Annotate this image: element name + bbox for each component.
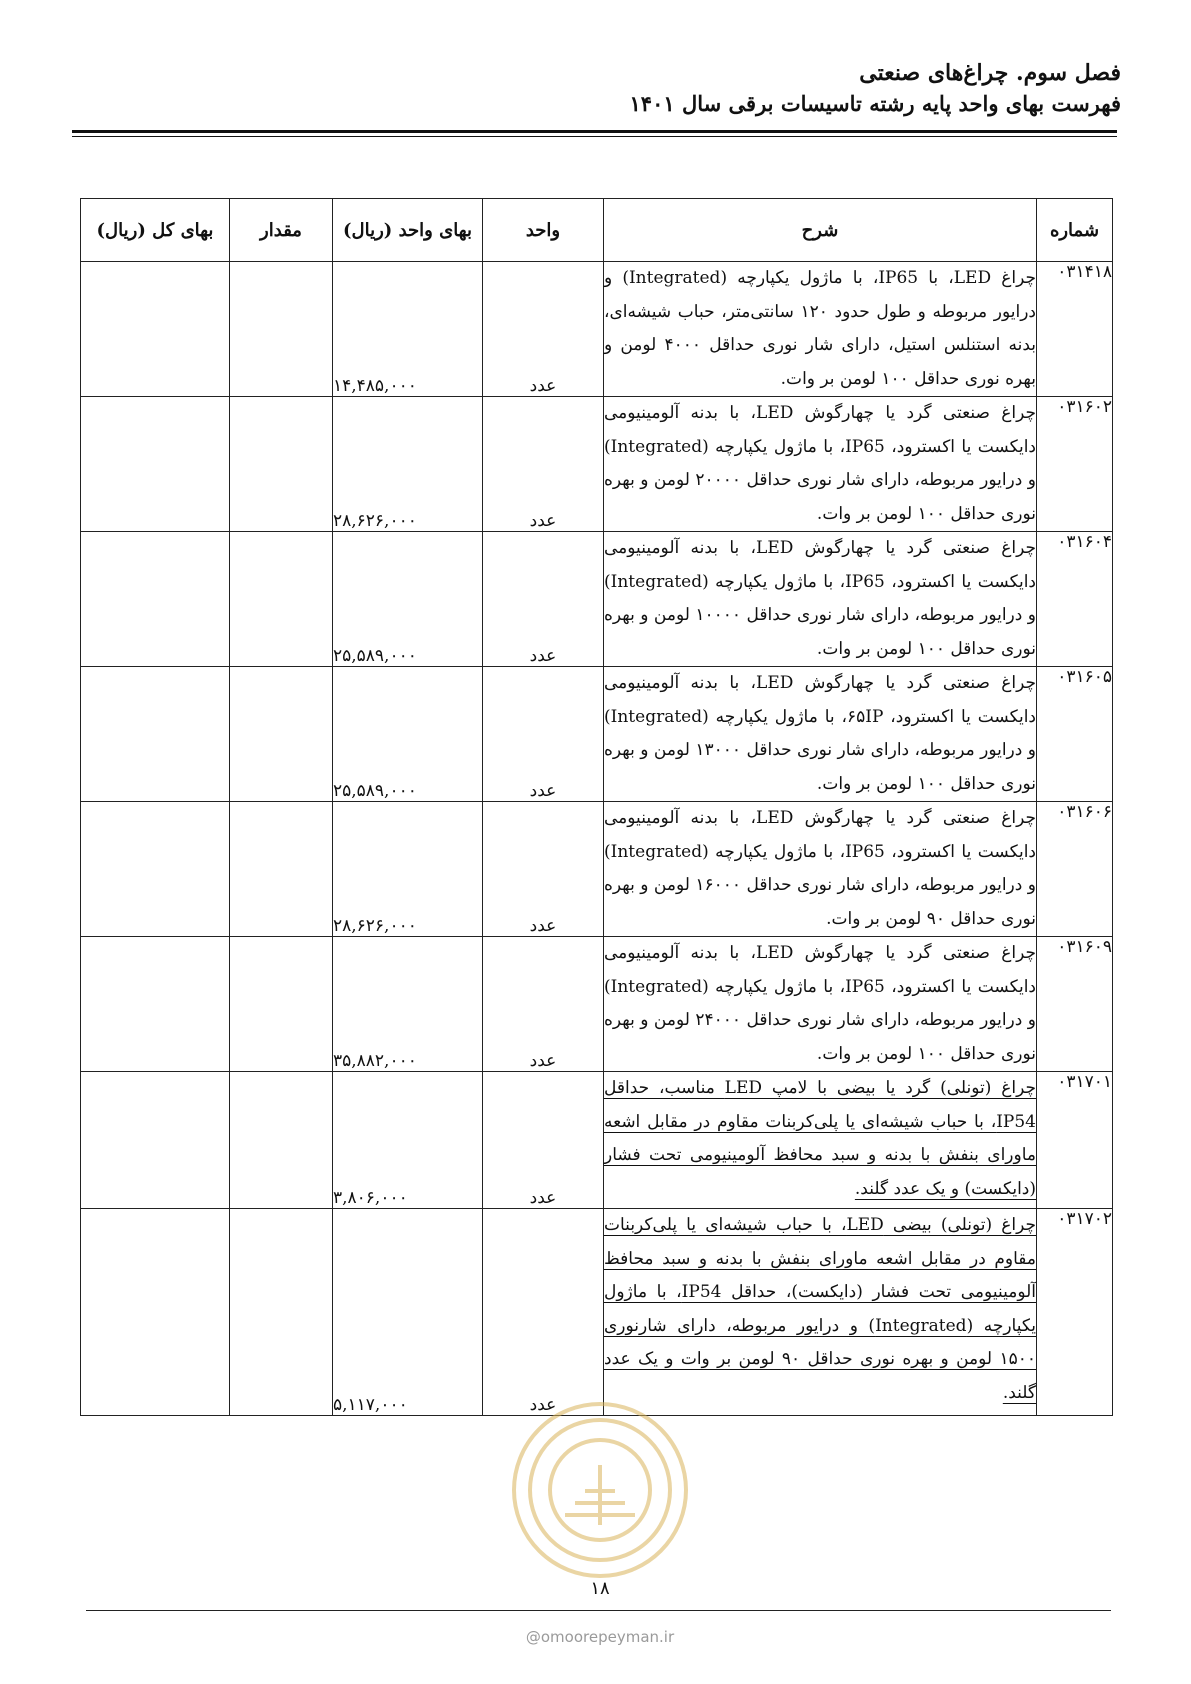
row-unit-price: ۳,۸۰۶,۰۰۰ xyxy=(333,1072,483,1209)
col-header-unit: واحد xyxy=(483,199,604,262)
col-header-code: شماره xyxy=(1037,199,1113,262)
col-header-total: بهای کل (ریال) xyxy=(81,199,230,262)
document-subtitle: فهرست بهای واحد پایه رشته تاسیسات برقی سال ۱۴۰۱ xyxy=(629,91,1121,116)
row-unit: عدد xyxy=(483,667,604,802)
row-total[interactable] xyxy=(81,667,230,802)
row-unit: عدد xyxy=(483,802,604,937)
table-row xyxy=(81,397,1113,532)
page-number: ۱۸ xyxy=(590,1578,610,1599)
watermark-seal-icon xyxy=(505,1395,695,1585)
row-quantity[interactable] xyxy=(230,262,333,397)
col-header-unit-price: بهای واحد (ریال) xyxy=(333,199,483,262)
row-total[interactable] xyxy=(81,1209,230,1416)
header-rule-thin xyxy=(72,136,1117,137)
row-unit-price: ۲۸,۶۲۶,۰۰۰ xyxy=(333,397,483,532)
table-row xyxy=(81,1209,1113,1416)
row-quantity[interactable] xyxy=(230,937,333,1072)
row-quantity[interactable] xyxy=(230,802,333,937)
row-description: چراغ صنعتی گرد یا چهارگوش LED، با بدنه آلومینیومی دایکست یا اکسترود، IP65، با ماژول یکپارچه (Integrated) و درایور مربوطه، دارای شار نوری حداقل ۱۶۰۰۰ لومن و بهره نوری حداقل ۹۰ لومن بر وات. xyxy=(604,808,1036,929)
row-total[interactable] xyxy=(81,262,230,397)
table-header-row xyxy=(81,199,1113,262)
row-unit-price: ۲۵,۵۸۹,۰۰۰ xyxy=(333,667,483,802)
row-quantity[interactable] xyxy=(230,1209,333,1416)
row-total[interactable] xyxy=(81,532,230,667)
row-code: ۰۳۱۶۰۵ xyxy=(1037,667,1113,802)
row-unit: عدد xyxy=(483,1209,604,1416)
row-unit: عدد xyxy=(483,532,604,667)
row-code: ۰۳۱۶۰۹ xyxy=(1037,937,1113,1072)
row-description-cell xyxy=(604,532,1037,667)
row-description-cell xyxy=(604,397,1037,532)
row-quantity[interactable] xyxy=(230,1072,333,1209)
row-unit: عدد xyxy=(483,397,604,532)
row-description: چراغ (تونلی) گرد یا بیضی با لامپ LED مناسب، حداقل IP54، با حباب شیشه‌ای یا پلی‌کربنات مقاوم در مقابل اشعه ماورای بنفش با بدنه و سبد محافظ آلومینیومی تحت فشار (دایکست) و یک عدد گلند. xyxy=(604,1078,1036,1199)
row-unit-price: ۲۸,۶۲۶,۰۰۰ xyxy=(333,802,483,937)
row-description: چراغ صنعتی گرد یا چهارگوش LED، با بدنه آلومینیومی دایکست یا اکسترود، IP65، با ماژول یکپارچه (Integrated) و درایور مربوطه، دارای شار نوری حداقل ۱۰۰۰۰ لومن و بهره نوری حداقل ۱۰۰ لومن بر وات. xyxy=(604,538,1036,659)
row-code: ۰۳۱۴۱۸ xyxy=(1037,262,1113,397)
row-description: چراغ صنعتی گرد یا چهارگوش LED، با بدنه آلومینیومی دایکست یا اکسترود، ۶۵IP، با ماژول یکپارچه (Integrated) و درایور مربوطه، دارای شار نوری حداقل ۱۳۰۰۰ لومن و بهره نوری حداقل ۱۰۰ لومن بر وات. xyxy=(604,673,1037,794)
row-code: ۰۳۱۷۰۱ xyxy=(1037,1072,1113,1209)
seal-grid-mark xyxy=(565,1465,635,1525)
row-unit-price: ۳۵,۸۸۲,۰۰۰ xyxy=(333,937,483,1072)
chapter-title: فصل سوم. چراغ‌های صنعتی xyxy=(859,60,1121,86)
table-row xyxy=(81,937,1113,1072)
row-total[interactable] xyxy=(81,397,230,532)
row-code: ۰۳۱۶۰۲ xyxy=(1037,397,1113,532)
row-description-cell xyxy=(604,667,1037,802)
row-unit-price: ۱۴,۴۸۵,۰۰۰ xyxy=(333,262,483,397)
row-unit: عدد xyxy=(483,1072,604,1209)
row-description: چراغ (تونلی) بیضی LED، با حباب شیشه‌ای یا پلی‌کربنات مقاوم در مقابل اشعه ماورای بنفش با بدنه و سبد محافظ آلومینیومی تحت فشار (دایکست)، حداقل IP54، با ماژول یکپارچه (Integrated) و درایور مربوطه، دارای شارنوری ۱۵۰۰ لومن و بهره نوری حداقل ۹۰ لومن بر وات و یک عدد گلند. xyxy=(604,1215,1037,1403)
row-description-cell xyxy=(604,1209,1037,1416)
row-description-cell xyxy=(604,1072,1037,1209)
row-total[interactable] xyxy=(81,1072,230,1209)
row-code: ۰۳۱۶۰۶ xyxy=(1037,802,1113,937)
page-header xyxy=(61,58,1121,120)
row-unit-price: ۲۵,۵۸۹,۰۰۰ xyxy=(333,532,483,667)
row-description-cell xyxy=(604,262,1037,397)
row-unit: عدد xyxy=(483,262,604,397)
footer-rule xyxy=(86,1610,1111,1611)
row-quantity[interactable] xyxy=(230,667,333,802)
row-total[interactable] xyxy=(81,802,230,937)
row-unit: عدد xyxy=(483,937,604,1072)
row-quantity[interactable] xyxy=(230,397,333,532)
row-quantity[interactable] xyxy=(230,532,333,667)
row-description: چراغ صنعتی گرد یا چهارگوش LED، با بدنه آلومینیومی دایکست یا اکسترود، IP65، با ماژول یکپارچه (Integrated) و درایور مربوطه، دارای شار نوری حداقل ۲۴۰۰۰ لومن و بهره نوری حداقل ۱۰۰ لومن بر وات. xyxy=(604,943,1036,1064)
row-description-cell xyxy=(604,802,1037,937)
website-watermark: @omoorepeyman.ir xyxy=(525,1628,675,1646)
col-header-quantity: مقدار xyxy=(230,199,333,262)
table-row xyxy=(81,667,1113,802)
table-row xyxy=(81,532,1113,667)
row-description-cell xyxy=(604,937,1037,1072)
table-row xyxy=(81,262,1113,397)
row-description: چراغ LED، با IP65، با ماژول یکپارچه (Integrated) و درایور مربوطه و طول حدود ۱۲۰ سانتی‌متر، حباب شیشه‌ای، بدنه استنلس استیل، دارای شار نوری حداقل ۴۰۰۰ لومن و بهره نوری حداقل ۱۰۰ لومن بر وات. xyxy=(604,268,1037,389)
row-unit-price: ۵,۱۱۷,۰۰۰ xyxy=(333,1209,483,1416)
row-code: ۰۳۱۶۰۴ xyxy=(1037,532,1113,667)
table-row xyxy=(81,1072,1113,1209)
row-total[interactable] xyxy=(81,937,230,1072)
table-row xyxy=(81,802,1113,937)
header-rule-thick xyxy=(72,130,1117,133)
col-header-description: شرح xyxy=(604,199,1037,262)
row-description: چراغ صنعتی گرد یا چهارگوش LED، با بدنه آلومینیومی دایکست یا اکسترود، IP65، با ماژول یکپارچه (Integrated) و درایور مربوطه، دارای شار نوری حداقل ۲۰۰۰۰ لومن و بهره نوری حداقل ۱۰۰ لومن بر وات. xyxy=(604,403,1036,524)
price-list-table xyxy=(80,198,1113,1416)
row-code: ۰۳۱۷۰۲ xyxy=(1037,1209,1113,1416)
